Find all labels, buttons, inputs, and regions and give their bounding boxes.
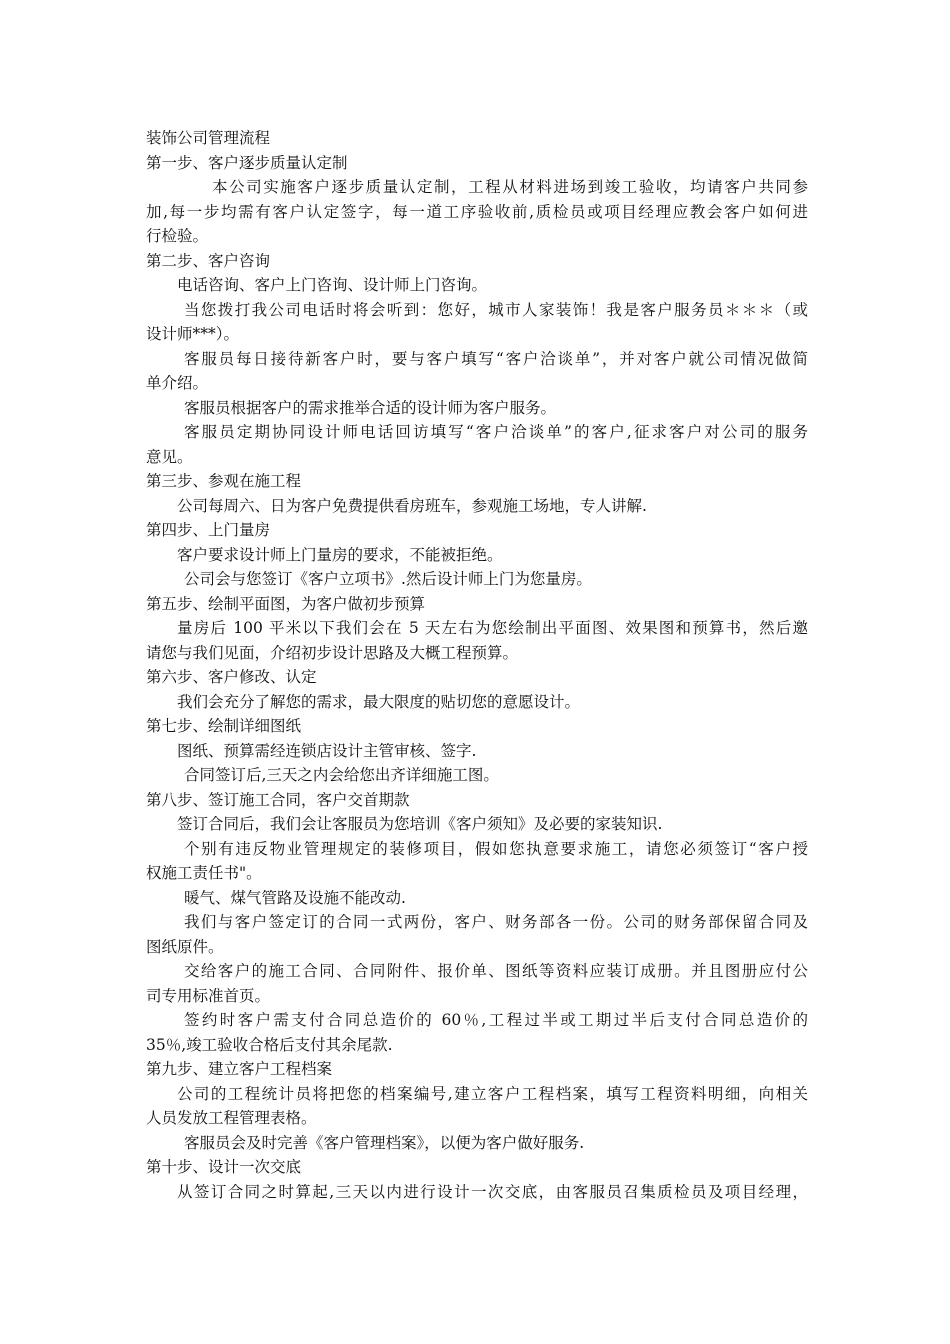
paragraph-line: 个别有违反物业管理规定的装修项目，假如您执意要求施工，请您必须签订“客户授 bbox=[184, 839, 808, 858]
step-heading: 第十步、设计一次交底 bbox=[146, 1158, 302, 1176]
paragraph-line: 我们与客户签定订的合同一式两份，客户、财务部各一份。公司的财务部保留合同及 bbox=[184, 913, 808, 931]
paragraph-line: 图纸原件。 bbox=[146, 937, 224, 956]
paragraph-line: 从签订合同之时算起,三天以内进行设计一次交底，由客服员召集质检员及项目经理， bbox=[177, 1182, 808, 1201]
paragraph-line: 客服员每日接待新客户时，要与客户填写“客户洽谈单”，并对客户就公司情况做简 bbox=[184, 349, 808, 368]
step-heading: 第六步、客户修改、认定 bbox=[146, 668, 317, 686]
paragraph-line: 公司每周六、日为客户免费提供看房班车，参观施工场地，专人讲解. bbox=[177, 496, 647, 515]
step-heading: 第三步、参观在施工程 bbox=[146, 472, 302, 490]
step-heading: 第五步、绘制平面图，为客户做初步预算 bbox=[146, 594, 426, 613]
paragraph-line: 35％,竣工验收合格后支付其余尾款. bbox=[146, 1035, 393, 1054]
step-heading: 第四步、上门量房 bbox=[146, 521, 271, 539]
paragraph-line: 图纸、预算需经连锁店设计主管审核、签字. bbox=[177, 741, 477, 760]
step-heading: 第七步、绘制详细图纸 bbox=[146, 717, 302, 735]
paragraph-line: 意见。 bbox=[146, 447, 193, 466]
paragraph-line: 行检验。 bbox=[146, 227, 209, 245]
paragraph-line: 公司的工程统计员将把您的档案编号,建立客户工程档案，填写工程资料明细，向相关 bbox=[177, 1084, 808, 1103]
paragraph-line: 加,每一步均需有客户认定签字，每一道工序验收前,质检员或项目经理应教会客户如何进 bbox=[146, 202, 808, 221]
document-title: 装饰公司管理流程 bbox=[146, 129, 271, 147]
paragraph-line: 客服员会及时完善《客户管理档案》，以便为客户做好服务. bbox=[184, 1133, 585, 1152]
step-heading: 第九步、建立客户工程档案 bbox=[146, 1060, 333, 1078]
paragraph-line: 请您与我们见面，介绍初步设计思路及大概工程预算。 bbox=[146, 643, 519, 662]
paragraph-line: 签订合同后，我们会让客服员为您培训《客户须知》及必要的家装知识. bbox=[177, 815, 663, 833]
paragraph-line: 设计师***）。 bbox=[146, 325, 240, 343]
step-heading: 第一步、客户逐步质量认定制 bbox=[146, 153, 348, 172]
step-heading: 第八步、签订施工合同，客户交首期款 bbox=[146, 790, 410, 809]
paragraph-line: 暖气、煤气管路及设施不能改动. bbox=[184, 888, 406, 907]
paragraph-line: 客户要求设计师上门量房的要求，不能被拒绝。 bbox=[177, 545, 503, 564]
paragraph-line: 单介绍。 bbox=[146, 374, 209, 392]
paragraph-line: 客服员根据客户的需求推举合适的设计师为客户服务。 bbox=[184, 398, 557, 417]
paragraph-line: 电话咨询、客户上门咨询、设计师上门咨询。 bbox=[177, 276, 488, 294]
paragraph-line: 当您拨打我公司电话时将会听到：您好，城市人家装饰！我是客户服务员＊＊＊（或 bbox=[184, 300, 808, 319]
document-body bbox=[146, 126, 808, 1204]
paragraph-line: 司专用标准首页。 bbox=[146, 986, 271, 1005]
paragraph-line: 本公司实施客户逐步质量认定制，工程从材料进场到竣工验收，均请客户共同参 bbox=[212, 178, 808, 196]
document-lines bbox=[146, 151, 808, 1205]
paragraph-line: 客服员定期协同设计师电话回访填写“客户洽谈单”的客户,征求客户对公司的服务 bbox=[184, 423, 808, 441]
paragraph-line: 我们会充分了解您的需求，最大限度的贴切您的意愿设计。 bbox=[177, 692, 581, 711]
paragraph-line: 交给客户的施工合同、合同附件、报价单、图纸等资料应装订成册。并且图册应付公 bbox=[184, 962, 808, 980]
paragraph-line: 签约时客户需支付合同总造价的 60％,工程过半或工期过半后支付合同总造价的 bbox=[184, 1011, 808, 1029]
paragraph-line: 人员发放工程管理表格。 bbox=[146, 1109, 317, 1127]
step-heading: 第二步、客户咨询 bbox=[146, 251, 271, 270]
paragraph-line: 权施工责任书"。 bbox=[146, 864, 262, 882]
paragraph-line: 合同签订后,三天之内会给您出齐详细施工图。 bbox=[184, 766, 499, 784]
paragraph-line: 量房后 100 平米以下我们会在 5 天左右为您绘制出平面图、效果图和预算书，然后邀 bbox=[177, 619, 808, 637]
paragraph-line: 公司会与您签订《客户立项书》.然后设计师上门为您量房。 bbox=[184, 570, 592, 588]
